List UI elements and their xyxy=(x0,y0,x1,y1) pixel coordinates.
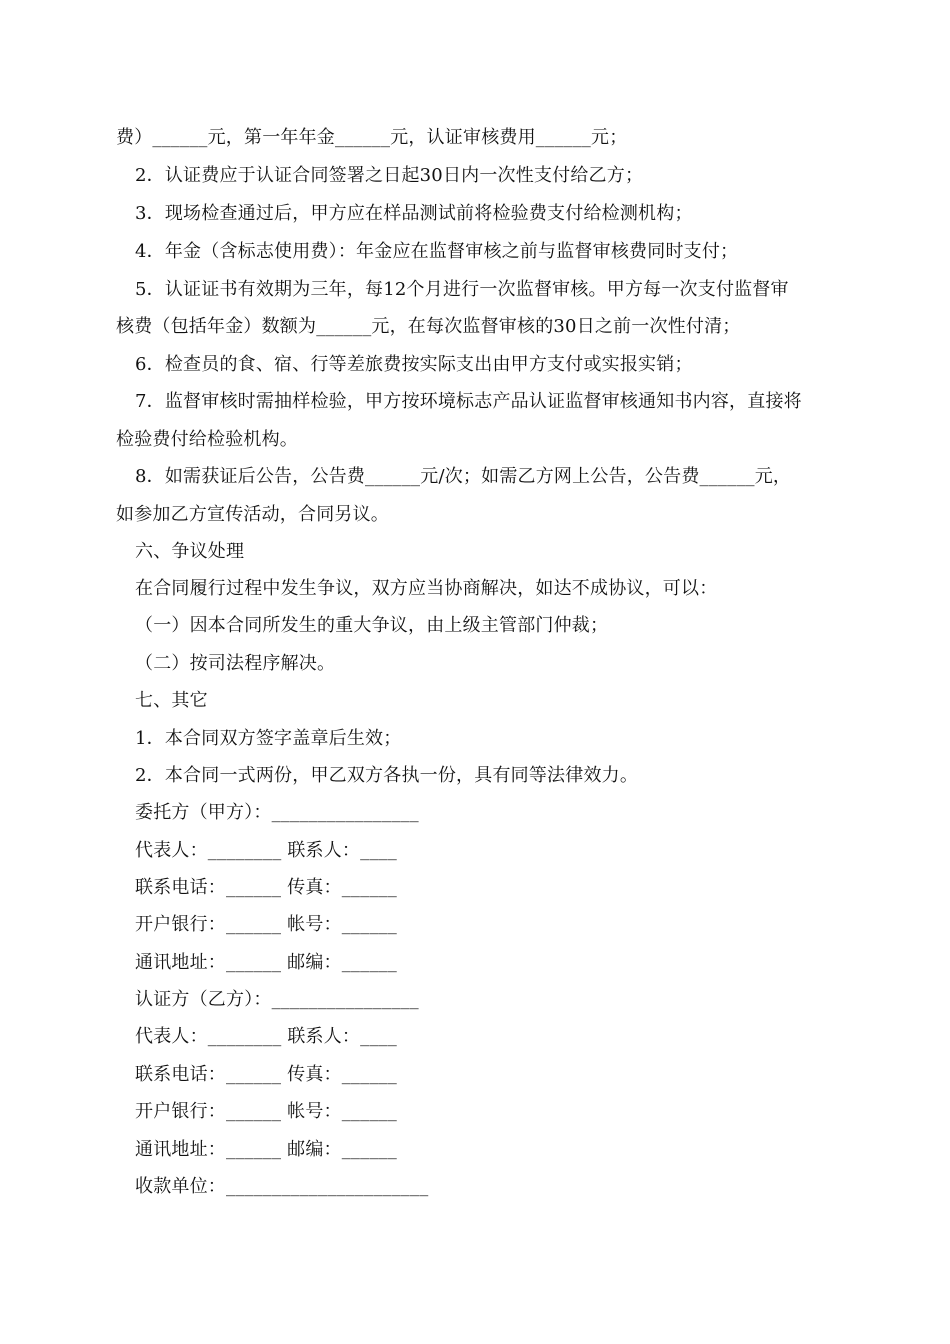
dispute-option-2: （二）按司法程序解决。 xyxy=(135,653,336,674)
other-clause-2: 2．本合同一式两份，甲乙双方各执一份，具有同等法律效力。 xyxy=(135,765,639,786)
clause-2-certification-fee: 2．认证费应于认证合同签署之日起30日内一次性支付给乙方； xyxy=(135,165,644,186)
party-b-phone-fax: 联系电话：______ 传真：______ xyxy=(135,1064,397,1085)
party-b-certifier: 认证方（乙方）：________________ xyxy=(135,989,419,1010)
other-clause-1: 1．本合同双方签字盖章后生效； xyxy=(135,728,402,749)
section-heading-dispute: 六、争议处理 xyxy=(135,541,245,562)
clause-3-inspection-fee: 3．现场检查通过后，甲方应在样品测试前将检验费支付给检测机构； xyxy=(135,203,693,224)
dispute-option-1: （一）因本合同所发生的重大争议，由上级主管部门仲裁； xyxy=(135,615,609,636)
clause-5-validity: 5．认证证书有效期为三年，每12个月进行一次监督审核。甲方每一次支付监督审 xyxy=(135,279,789,300)
party-b-bank-account: 开户银行：______ 帐号：______ xyxy=(135,1101,397,1122)
party-b-representative: 代表人：________ 联系人：____ xyxy=(135,1026,397,1047)
clause-7-continuation: 检验费付给检验机构。 xyxy=(116,429,298,450)
clause-8-continuation: 如参加乙方宣传活动，合同另议。 xyxy=(116,504,389,525)
party-a-phone-fax: 联系电话：______ 传真：______ xyxy=(135,877,397,898)
section-heading-other: 七、其它 xyxy=(135,690,208,711)
party-b-address-postcode: 通讯地址：______ 邮编：______ xyxy=(135,1139,397,1160)
dispute-intro: 在合同履行过程中发生争议，双方应当协商解决，如达不成协议，可以： xyxy=(135,578,718,599)
party-a-bank-account: 开户银行：______ 帐号：______ xyxy=(135,914,397,935)
party-a-representative: 代表人：________ 联系人：____ xyxy=(135,840,397,861)
payee-unit: 收款单位：______________________ xyxy=(135,1176,429,1197)
clause-6-travel-expenses: 6．检查员的食、宿、行等差旅费按实际支出由甲方支付或实报实销； xyxy=(135,354,693,375)
fee-summary-line: 费）______元，第一年年金______元，认证审核费用______元； xyxy=(116,127,628,148)
clause-5-continuation: 核费（包括年金）数额为______元，在每次监督审核的30日之前一次性付清； xyxy=(116,316,741,337)
party-a-address-postcode: 通讯地址：______ 邮编：______ xyxy=(135,952,397,973)
clause-7-sampling: 7．监督审核时需抽样检验，甲方按环境标志产品认证监督审核通知书内容，直接将 xyxy=(135,391,802,412)
clause-8-announcement-fee: 8．如需获证后公告，公告费______元/次；如需乙方网上公告，公告费______元， xyxy=(135,466,792,487)
party-a-client: 委托方（甲方）：________________ xyxy=(135,802,419,823)
clause-4-annual-fee: 4．年金（含标志使用费）：年金应在监督审核之前与监督审核费同时支付； xyxy=(135,241,739,262)
